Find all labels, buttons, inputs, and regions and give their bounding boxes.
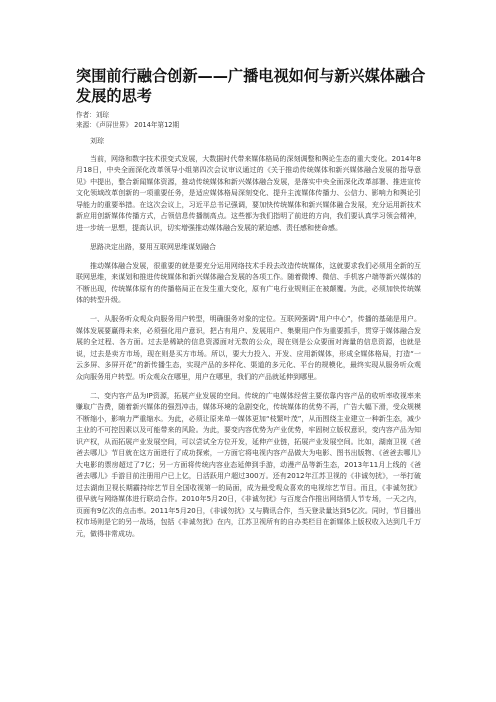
article-title: 突围前行融合创新——广播电视如何与新兴媒体融合发展的思考: [76, 67, 426, 105]
article-body: [76, 136, 421, 548]
byline: 刘琮: [90, 137, 104, 145]
paragraph-intro: 当前，网络和数字技术很变式发展，大数据时代带来媒体格局的深刻调整和舆论生态的重大变化。2014年8月18日，中央全面深化改革领导小组第四次会议审议通过的《关于推动传统媒体和新兴媒体融合发展的指导意见》中提出，整合新闻媒体资源，推动传统媒体和新兴媒体融合发展，是落实中央全面深化改革部署、推进宣传文化领域改革创新的一项重要任务，是适应媒体格局深刻变化、提升主流媒体传播力、公信力、影响力和舆论引导能力的重要举措。在这次会议上，习近平总书记强调，要加快传统媒体和新兴媒体融合发展，充分运用新技术新应用创新媒体传播方式，占领信息传播制高点。这些都为我们指明了前进的方向，我们要认真学习领会精神，进一步统一思想，提高认识，切实增强推动媒体融合发展的紧迫感、责任感和使命感。: [76, 154, 421, 232]
paragraph: 二、变内容产品为IP资源，拓展产业发展的空间。传统的广电媒体经营主要依靠内容产品的收听率收视率来赚取广告费，随着新兴媒体的强烈冲击，媒体环境的急剧变化，传统媒体的优势不再，广告大幅下滑，受众规模不断缩小，影响力严重缩水。为此，必须让原来单一媒体更加“枝繁叶茂”，从而围绕主业建立一种新生态，减少主业的不可控因素以及可能带来的风险。为此，要变内容优势为产业优势，牢固树立版权意识，变内容产品为知识产权，从而拓展产业发展空间，可以尝试全方位开发，延伸产业链，拓展产业发展空间。比如，湖南卫视《爸爸去哪儿》节目就在这方面进行了成功探索，一方面它将电视内容产品做大为电影、图书出版物、《爸爸去哪儿》大电影的票房超过了7亿；另一方面将传统内容业态延伸到手游，动漫产品等新生态，2013年11月上线的《爸爸去哪儿》手游目前注册用户已上亿，日活跃用户超过300万。还有2012年江苏卫视的《非诚勿扰》，一举打破过去湖南卫视长期霸持综艺节目全国收视第一的局面，成为最受观众喜欢的电视综艺节目。而且，《非诚勿扰》很早就与网络媒体进行联动合作。2010年5月20日，《非诚勿扰》与百度合作推出网络情人节专场，一天之内，页面有9亿次的点击率。2011年5月20日，《非诚勿扰》又与腾讯合作，当天登录量达到5亿次。同时，节目播出权市场则是它的另一战场，包括《非诚勿扰》在内，江苏卫视所有的自办类栏目在新媒体上版权收入达到几千万元，做得非常成功。: [76, 391, 421, 538]
source-line: 来源：《声屏世界》 2014年第12期: [76, 121, 180, 129]
section-heading: 思路决定出路，要用互联网思维谋划融合: [90, 242, 216, 251]
paragraph: 推动媒体融合发展，很重要的就是要充分运用网络技术手段去改造传统媒体，这就要求我们必须用全新的互联网思维，来谋划和推进传统媒体和新兴媒体融合发展的各项工作。随着微博、微信、手机客户端等新兴媒体的不断出现，传统媒体原有的传播格局正在发生重大变化，原有广电行业规则正在被颠覆。为此，必须加快传统媒体的转型升级。: [76, 261, 421, 304]
author-line: 作者：刘琮: [76, 111, 109, 119]
paragraph: 一、从服务听众观众向服务用户转型，明确服务对象的定位。互联网强调“用户中心”，传播的基础是用户。媒体发展要赢得未来，必须强化用户意识，把占有用户、发展用户、集聚用户作为重要抓手，贯穿于媒体融合发展的全过程、各方面。过去是稀缺的信息资源面对无数的公众，现在则是公众要面对海量的信息资源，也就是说，过去是卖方市场，现在则是买方市场。所以，要大力投入、开发、应用新媒体，形成全媒体格局，打造“一云多屏、多屏开花”的新传播生态，实现产品的多样化、渠道的多元化、平台的规模化，最终实现从服务听众观众向服务用户转型。听众观众在哪里，用户在哪里，我们的产品就延伸到哪里。: [76, 315, 421, 381]
